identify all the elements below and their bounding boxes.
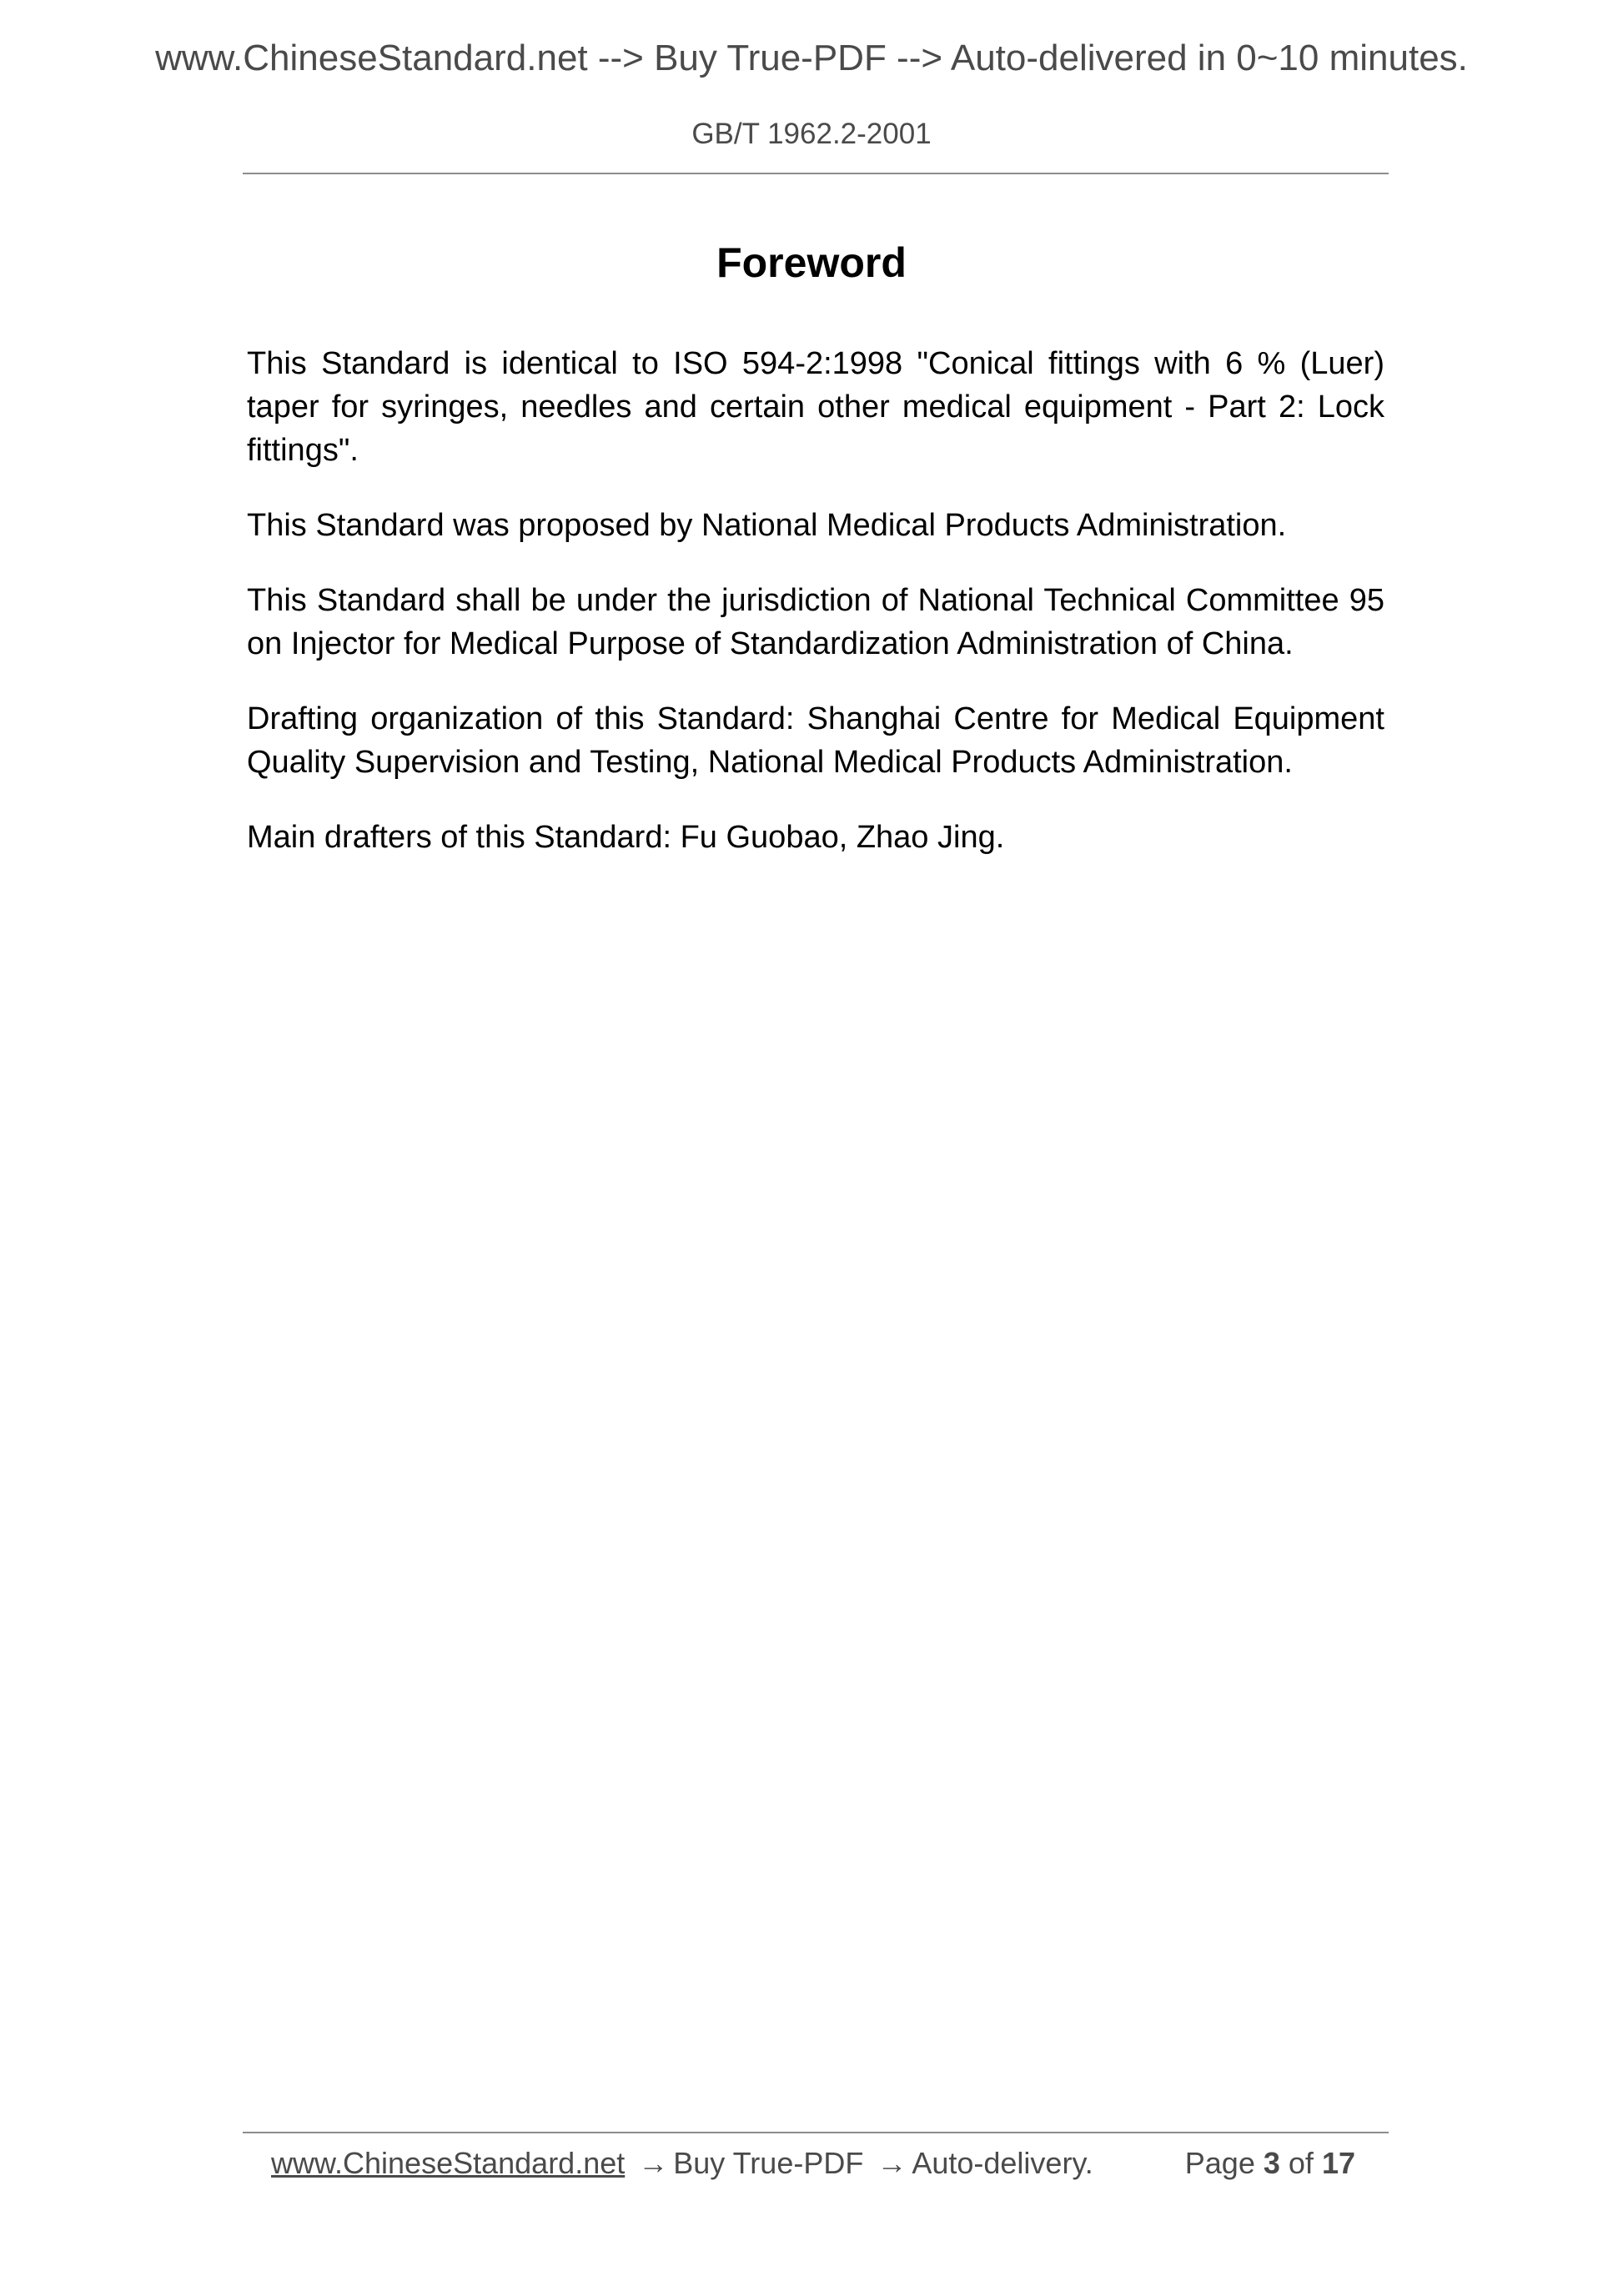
- footer-delivery-text: Auto-delivery.: [912, 2146, 1093, 2180]
- page-title: Foreword: [716, 239, 907, 286]
- paragraph-jurisdiction: This Standard shall be under the jurisdiction of National Technical Committee 95 on Injector for Medical Purpose of Standardization Administration of China.: [247, 583, 1384, 661]
- of-label: of: [1288, 2146, 1314, 2180]
- footer-site-link[interactable]: www.ChineseStandard.net: [271, 2146, 626, 2180]
- page-footer: [271, 2140, 1355, 2187]
- arrow-right-icon: →: [877, 2146, 907, 2180]
- paragraph-identical-to-iso: This Standard is identical to ISO 594-2:1998 "Conical fittings with 6 % (Luer) taper for syringes, needles and certain other medical equipment - Part 2: Lock fittings".: [247, 346, 1384, 468]
- paragraph-drafting-organization: Drafting organization of this Standard: Shanghai Centre for Medical Equipment Quality Supervision and Testing, National Medical Products Administration.: [247, 701, 1384, 780]
- top-banner: www.ChineseStandard.net --> Buy True-PDF --> Auto-delivered in 0~10 minutes.: [155, 38, 1468, 78]
- arrow-right-icon: →: [638, 2146, 669, 2180]
- footer-buy-text: Buy True-PDF: [673, 2146, 864, 2180]
- total-pages: 17: [1321, 2146, 1355, 2180]
- header-divider: [243, 173, 1389, 174]
- footer-divider: [243, 2132, 1389, 2133]
- foreword-body: [247, 342, 1384, 891]
- page-label: Page: [1184, 2146, 1255, 2180]
- page-indicator: [1185, 2140, 1355, 2187]
- paragraph-proposed-by: This Standard was proposed by National Medical Products Administration.: [247, 508, 1287, 543]
- page-number: 3: [1263, 2146, 1280, 2180]
- paragraph-main-drafters: Main drafters of this Standard: Fu Guobao, Zhao Jing.: [247, 820, 1005, 855]
- standard-code: GB/T 1962.2-2001: [691, 118, 932, 150]
